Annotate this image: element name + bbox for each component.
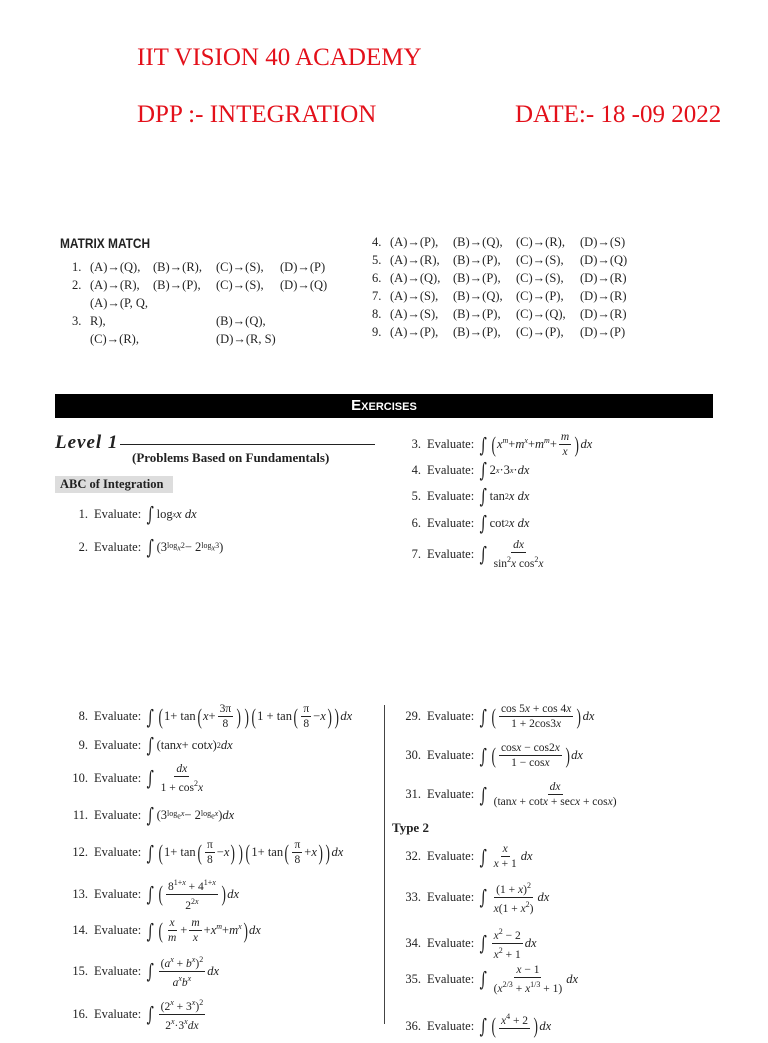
answer-cell: (D)→(R) — [580, 307, 627, 321]
answer-cell: (D)→(R) — [580, 289, 627, 303]
answer-cell: (D)→(P) — [580, 325, 626, 339]
section-tag: ABC of Integration — [55, 476, 173, 493]
level-rule — [120, 444, 375, 445]
answer-cell: (A)→(Q), — [90, 260, 141, 274]
answer-cell: (A)→(R), — [90, 278, 140, 292]
answer-number: 9. — [372, 325, 382, 339]
answer-cell: (D)→(P) — [280, 260, 326, 274]
matrix-answer-row — [372, 287, 640, 305]
matrix-answers-left — [72, 258, 340, 348]
question-34: 34. Evaluate: ∫ $\frac{x^2 - 2}{x^2 + 1}$ dx — [405, 927, 537, 961]
answer-cell: (B)→(R), — [153, 260, 202, 274]
answer-number: 6. — [372, 271, 382, 285]
exercises-bar: Exercises — [55, 394, 713, 418]
answer-cell: (D)→(Q) — [580, 253, 628, 267]
question-1: 1. Evaluate: ∫ log x x dx — [78, 502, 197, 526]
answer-cell: (C)→(S), — [216, 278, 264, 292]
question-31: 31. Evaluate: ∫ $\frac{dx}{(\tan x + \cot x + \sec x + \cos x)}$ — [405, 781, 617, 808]
answer-cell: (B)→(P), — [453, 253, 501, 267]
answer-cell: (D)→(Q) — [280, 278, 328, 292]
question-32: 32. Evaluate: ∫ $\frac{x}{x + 1}$ dx — [405, 843, 533, 870]
question-7: 7. Evaluate: ∫ $\frac{dx}{\sin^2x \cos^2x}$ — [411, 539, 544, 570]
answer-cell: (B)→(Q), — [453, 235, 503, 249]
matrix-answer-row — [72, 258, 340, 276]
level-heading: Level 1 — [55, 432, 119, 453]
answer-cell: (B)→(P), — [453, 307, 501, 321]
matrix-answer-row — [372, 233, 640, 251]
answer-cell: (A)→(Q), — [390, 271, 441, 285]
question-33: 33. Evaluate: ∫ $\frac{(1 + x)^2}{x(1 + x^2)}$ dx — [405, 881, 550, 915]
question-8: 8. Evaluate: ∫ ( 1+ tan ( x + $\frac{3\pi}{8}$ ) ) ( 1 + tan ( $\frac{\pi}{8}$ − x ) ) dx — [78, 703, 353, 730]
answer-cell: (A)→(P, Q, R), — [90, 296, 148, 328]
answer-number: 8. — [372, 307, 382, 321]
question-12: 12. Evaluate: ∫ ( 1+ tan ( $\frac{\pi}{8}$ − x ) ) ( 1+ tan ( $\frac{\pi}{8}$ + x ) ) dx — [72, 839, 344, 866]
matrix-answer-row — [372, 323, 640, 341]
level-subtitle: (Problems Based on Fundamentals) — [132, 450, 330, 465]
question-2: 2. Evaluate: ∫ (3 $\log_x2$ − 2 $\log_x3$ ) — [78, 535, 224, 559]
answer-cell: (B)→(P), — [453, 325, 501, 339]
answer-number: 7. — [372, 289, 382, 303]
answer-cell: (C)→(R), — [516, 235, 565, 249]
answer-number: 2. — [72, 278, 82, 292]
answer-cell: (C)→(S), — [516, 253, 564, 267]
question-5: 5. Evaluate: ∫ tan 2 x dx — [411, 484, 530, 508]
question-15: 15. Evaluate: ∫ $\frac{(a^x + b^x)^2}{a^xb^x}$ dx — [72, 955, 219, 989]
answer-cell: (B)→(Q), — [216, 314, 266, 328]
matrix-match-title: MATRIX MATCH — [60, 235, 151, 251]
matrix-answer-row — [72, 276, 340, 294]
answer-cell: (A)→(P), — [390, 235, 439, 249]
answer-cell: (C)→(S), — [216, 260, 264, 274]
matrix-answer-row — [372, 305, 640, 323]
dpp-date: DATE:- 18 -09 2022 — [515, 101, 722, 128]
answer-number: 1. — [72, 260, 82, 274]
question-9: 9. Evaluate: ∫ (tan x + cot x ) 2 dx — [78, 733, 233, 757]
question-3: 3. Evaluate: ∫ ( $x^m$ + $m^x$ + $m^m$ + $\frac{m}{x}$ ) dx — [411, 431, 593, 458]
matrix-answers-right — [372, 233, 640, 341]
answer-cell: (C)→(Q), — [516, 307, 566, 321]
answer-cell: (B)→(P), — [453, 271, 501, 285]
question-13: 13. Evaluate: ∫ ( $\frac{8^{1+x} + 4^{1+x}}{2^{2x}}$ ) dx — [72, 878, 239, 912]
matrix-answer-row — [372, 269, 640, 287]
type-2-heading: Type 2 — [392, 820, 429, 835]
answer-number: 3. — [72, 314, 82, 328]
answer-cell: (B)→(P), — [153, 278, 201, 292]
matrix-answer-row — [372, 251, 640, 269]
dpp-title: DPP :- INTEGRATION — [137, 101, 377, 128]
answer-cell: (C)→(S), — [516, 271, 564, 285]
answer-cell: (A)→(R), — [390, 253, 440, 267]
answer-cell: (D)→(R) — [580, 271, 627, 285]
question-11: 11. Evaluate: ∫ (3 $\log_ex$ − 2 $\log_ex$ ) dx — [72, 803, 235, 827]
matrix-answer-row — [72, 294, 340, 330]
question-10: 10. Evaluate: ∫ $\frac{dx}{1 + \cos^2x}$ — [72, 763, 204, 794]
answer-cell: (D)→(S) — [580, 235, 626, 249]
question-16: 16. Evaluate: ∫ $\frac{(2^x + 3^x)^2}{2^x\cdot 3^xdx}$ — [72, 998, 204, 1032]
question-36: 36. Evaluate: ∫ ( $x^4 + 2$ ) dx — [405, 1012, 552, 1039]
question-29: 29. Evaluate: ∫ ( $\frac{\cos 5x + \cos 4x}{1 + 2\cos 3x}$ ) dx — [405, 703, 595, 730]
answer-cell: (A)→(S), — [390, 289, 439, 303]
answer-number: 4. — [372, 235, 382, 249]
answer-cell: (D)→(R, S) — [216, 332, 276, 346]
question-4: 4. Evaluate: ∫ 2 x ·3 x · dx — [411, 458, 530, 482]
answer-cell: (C)→(P), — [516, 289, 564, 303]
answer-cell: (C)→(P), — [516, 325, 564, 339]
answer-cell: (A)→(P), — [390, 325, 439, 339]
question-14: 14. Evaluate: ∫ ( $\frac{x}{m}$ + $\frac{m}{x}$ + $x^m$ + $m^x$ ) dx — [72, 917, 261, 944]
answer-cell: (A)→(S), — [390, 307, 439, 321]
answer-cell: (C)→(R), — [90, 332, 139, 346]
answer-number: 5. — [372, 253, 382, 267]
academy-title: IIT VISION 40 ACADEMY — [137, 44, 422, 71]
question-6: 6. Evaluate: ∫ cot 2 x dx — [411, 511, 530, 535]
column-divider — [384, 705, 385, 1024]
matrix-answer-row — [72, 330, 340, 348]
question-35: 35. Evaluate: ∫ $\frac{x - 1}{(x^{2/3} + x^{1/3} + 1)}$ dx — [405, 964, 579, 995]
question-30: 30. Evaluate: ∫ ( $\frac{\cos x - \cos 2x}{1 - \cos x}$ ) dx — [405, 742, 583, 769]
answer-cell: (B)→(Q), — [453, 289, 503, 303]
